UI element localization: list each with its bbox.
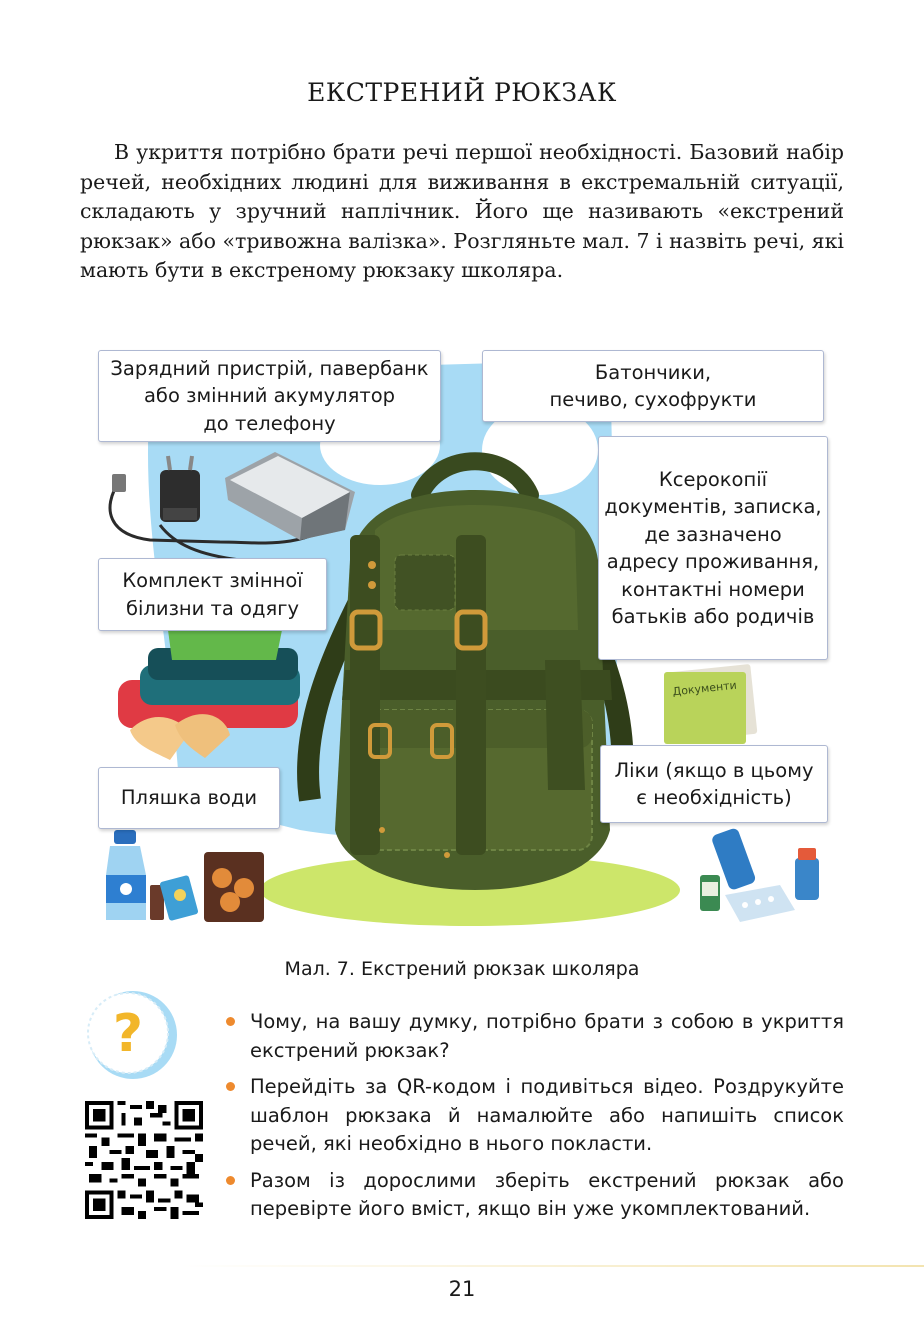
figure-caption: Мал. 7. Екстрений рюкзак школяра — [284, 958, 640, 980]
label-documents — [598, 436, 828, 660]
label-documents-text: Ксерокопії документів, записка, де зазначено адресу проживання, контактні номери батьків або родичів — [604, 467, 822, 628]
qr-code-icon — [84, 1101, 204, 1219]
label-snacks-text: Батончики, печиво, сухофрукти — [549, 360, 757, 411]
list-item — [228, 1167, 844, 1224]
list-item — [228, 1008, 844, 1065]
questions-list — [228, 1008, 844, 1232]
page-title: ЕКСТРЕНИЙ РЮКЗАК — [307, 78, 617, 107]
label-charger-text: Зарядний пристрій, павербанк або змінний акумулятор до телефону — [110, 356, 429, 435]
page-number: 21 — [448, 1277, 476, 1301]
label-clothes — [98, 558, 327, 631]
question-text: Разом із дорослими зберіть екстрений рюкзак або перевірте його вміст, якщо він уже укомплектований. — [250, 1168, 844, 1220]
label-medicine-text: Ліки (якщо в цьому є необхідність) — [614, 758, 814, 809]
label-charger — [98, 350, 441, 442]
cookies-icon — [204, 852, 264, 922]
medicine-icon — [700, 827, 819, 922]
documents-folder-icon — [664, 664, 757, 744]
water-bottle-icon — [106, 830, 146, 920]
list-item — [228, 1073, 844, 1159]
svg-text:?: ? — [112, 1004, 144, 1064]
snack-bar-icon — [150, 875, 199, 921]
label-water — [98, 767, 280, 829]
label-snacks — [482, 350, 824, 422]
footer-divider — [180, 1265, 924, 1267]
question-text: Перейдіть за QR-кодом і подивіться відео. Роздрукуйте шаблон рюкзака й намалюйте або напишіть список речей, які необхідно в нього покласти. — [250, 1075, 844, 1155]
bullet-dot-icon — [226, 1082, 235, 1091]
label-clothes-text: Комплект змінної білизни та одягу — [122, 569, 303, 620]
folder-label: Документи — [671, 678, 738, 699]
intro-paragraph: В укриття потрібно брати речі першої необхідності. Базовий набір речей, необхідних людині для виживання в екстремальній ситуації, складають у зручний наплічник. Його ще називають «екстрений рюкзак» або «тривожна валізка». Розгляньте мал. 7 і назвіть речі, які мають бути в екстреному рюкзаку школяра. — [80, 140, 844, 283]
question-text: Чому, на вашу думку, потрібно брати з собою в укриття екстрений рюкзак? — [250, 1010, 844, 1062]
bullet-dot-icon — [226, 1176, 235, 1185]
backpack-illustration — [0, 330, 924, 950]
bullet-dot-icon — [226, 1017, 235, 1026]
question-mark-icon — [84, 987, 178, 1081]
label-water-text: Пляшка води — [120, 786, 258, 810]
label-medicine — [600, 745, 828, 823]
